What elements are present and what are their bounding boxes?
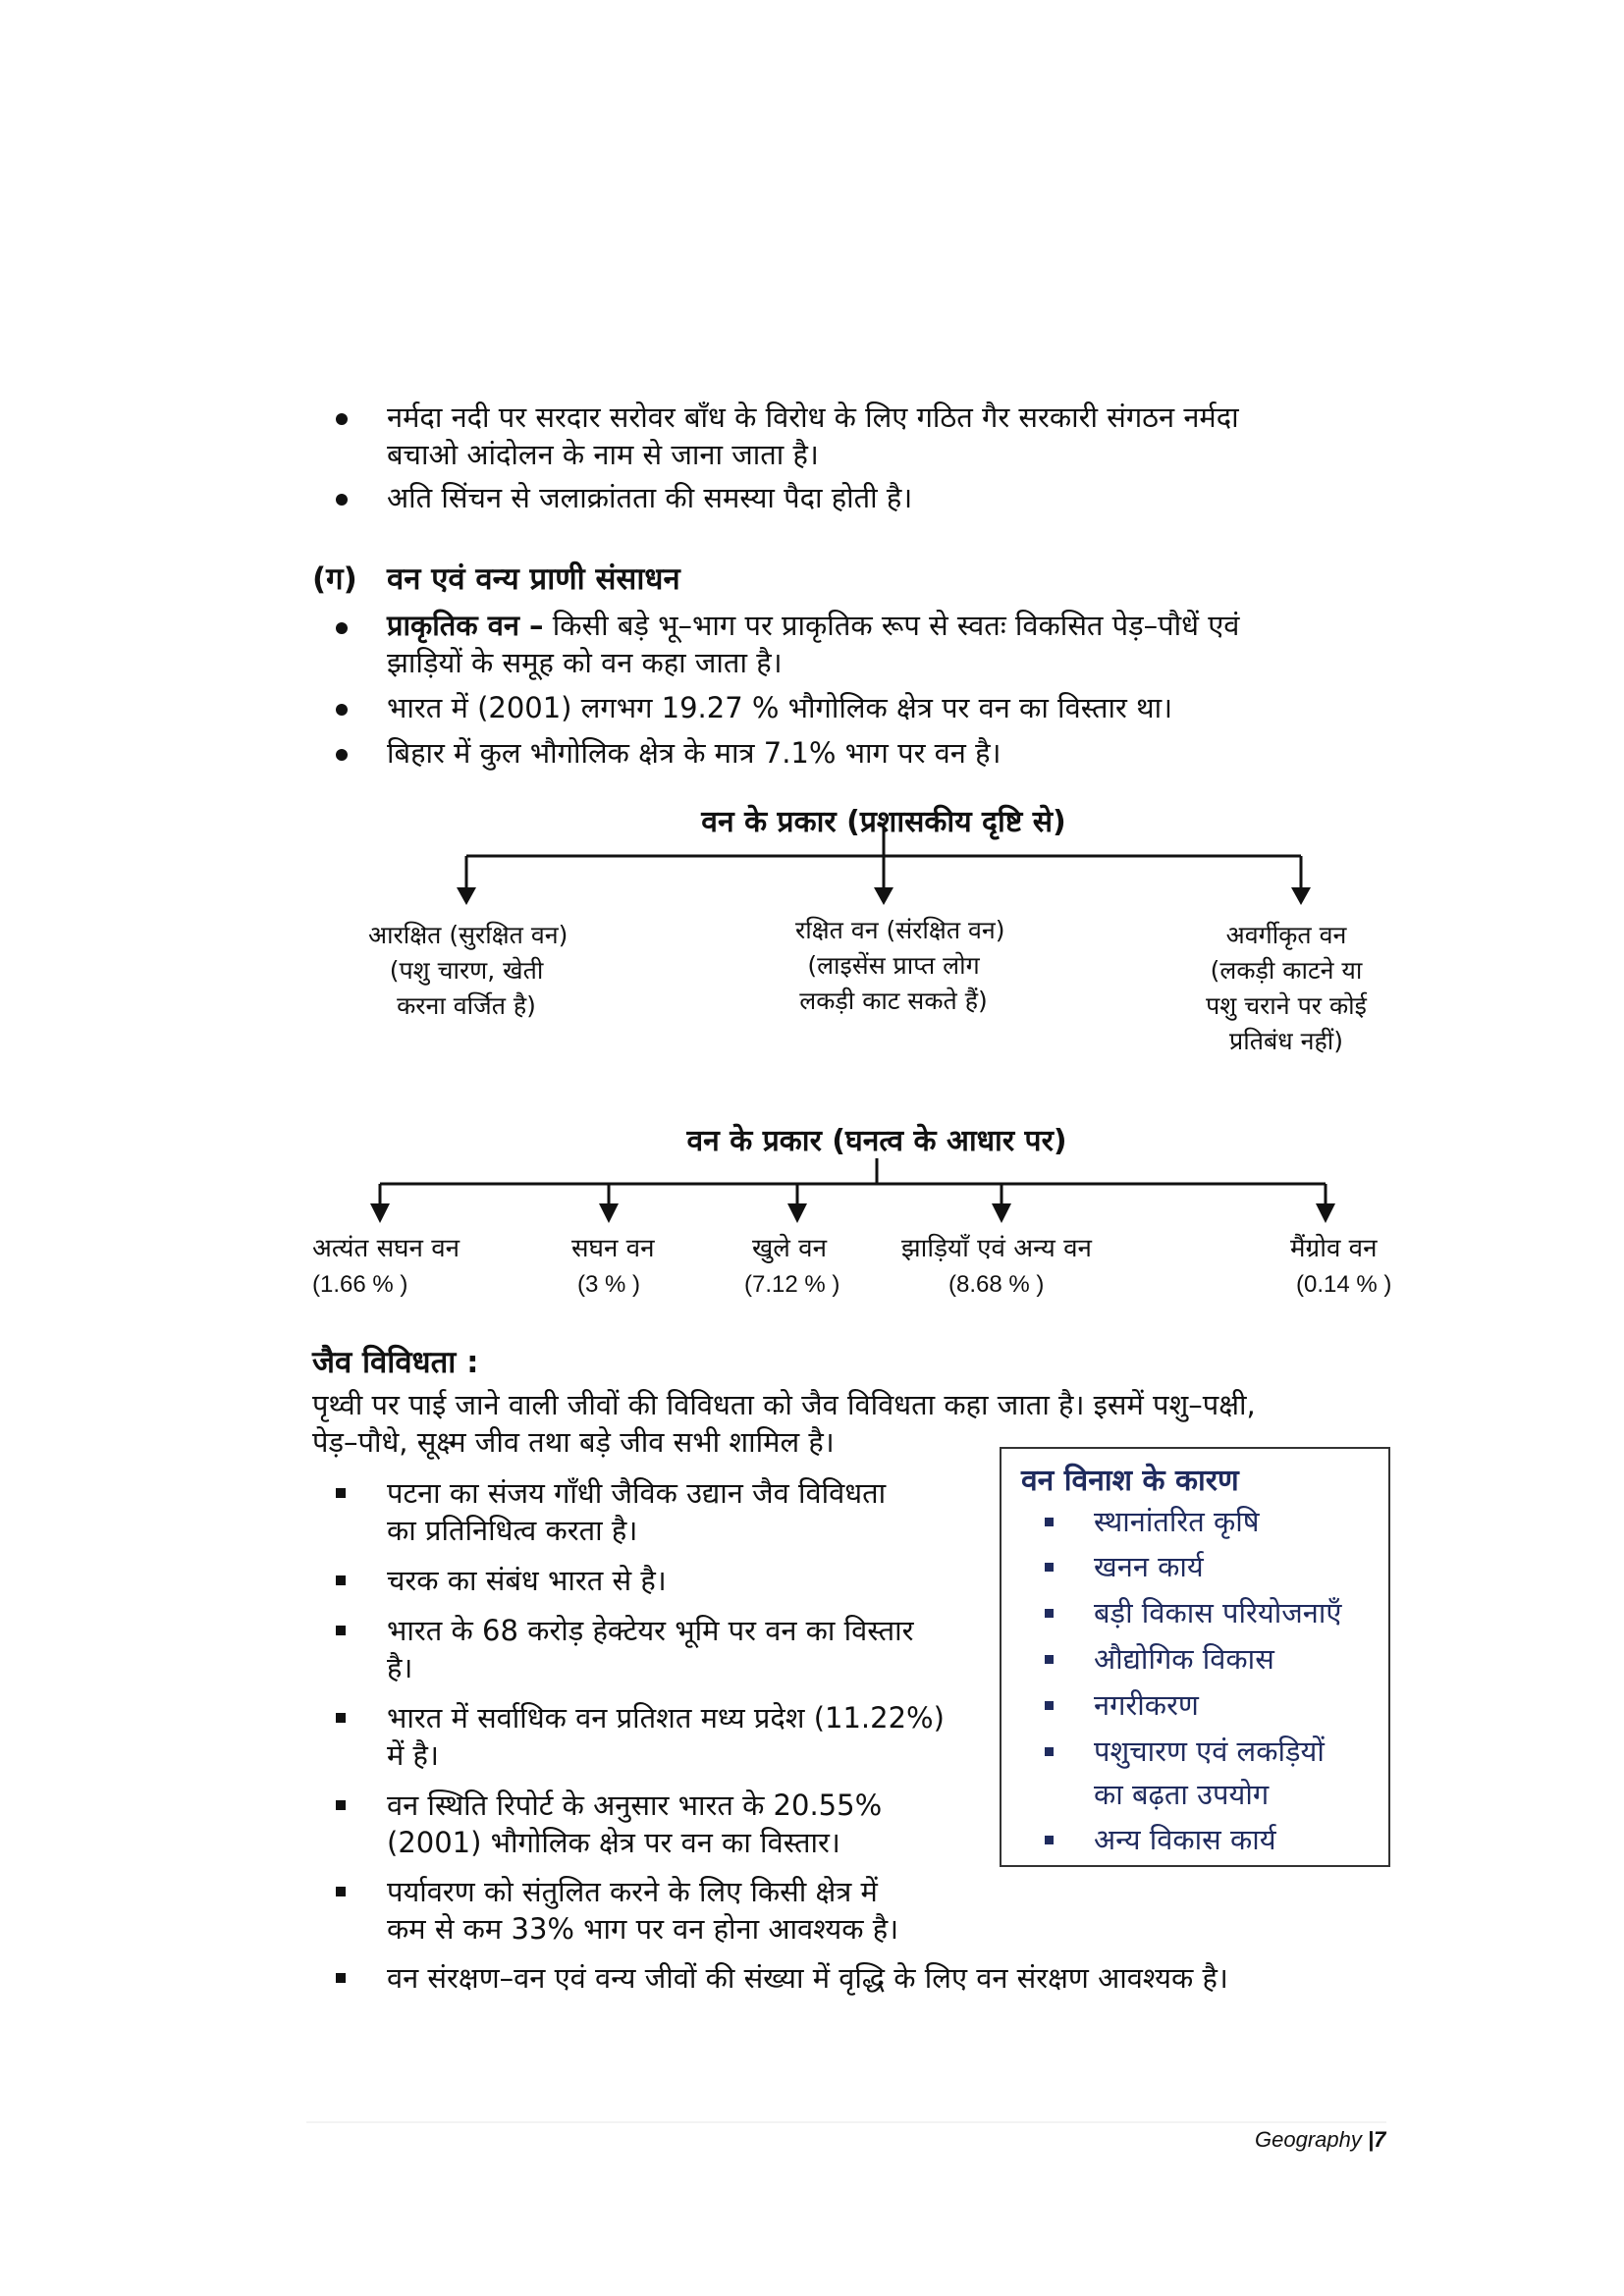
bullet-square-icon: [1045, 1701, 1054, 1710]
admin-type-protected: [795, 913, 1005, 1019]
arrow-down-icon: [992, 1203, 1011, 1223]
density-value-very-dense: (1.66 % ): [312, 1271, 408, 1298]
admin-type-unclassed-note-2: पशु चराने पर कोई: [1206, 991, 1367, 1020]
density-value-mangrove: (0.14 % ): [1296, 1271, 1392, 1298]
admin-type-reserved-note-2: करना वर्जित है): [397, 991, 536, 1020]
density-diagram-connectors: [380, 1158, 1326, 1205]
bio-bullet-5-line-1: वन स्थिति रिपोर्ट के अनुसार भारत के 20.55%: [387, 1789, 883, 1822]
density-value-open: (7.12 % ): [744, 1271, 840, 1298]
bio-bullet-3-line-2: है।: [387, 1651, 413, 1684]
admin-type-unclassed-name: अवर्गीकृत वन: [1225, 921, 1347, 949]
admin-diagram-title: वन के प्रकार (प्रशासकीय दृष्टि से): [701, 805, 1066, 839]
bio-bullet-6-line-2: कम से कम 33% भाग पर वन होना आवश्यक है।: [387, 1912, 899, 1946]
section-marker: (ग): [312, 561, 357, 597]
forest-bullet-2: भारत में (2001) लगभग 19.27 % भौगोलिक क्षेत्र पर वन का विस्तार था।: [387, 691, 1173, 724]
bio-bullet-1-line-2: का प्रतिनिधित्व करता है।: [387, 1514, 638, 1547]
bullet-square-icon: [336, 1575, 346, 1585]
bullet-square-icon: [1045, 1609, 1054, 1618]
arrow-down-icon: [599, 1203, 619, 1223]
destruction-cause-4: औद्योगिक विकास: [1094, 1642, 1274, 1676]
bullet-square-icon: [1045, 1836, 1054, 1844]
intro-bullet-1-line-1: नर्मदा नदी पर सरदार सरोवर बाँध के विरोध के लिए गठित गैर सरकारी संगठन नर्मदा: [387, 400, 1239, 434]
density-type-mangrove: मैंग्रोव वन: [1290, 1234, 1378, 1263]
bullet-square-icon: [1045, 1655, 1054, 1664]
density-type-very-dense: अत्यंत सघन वन: [312, 1234, 460, 1263]
intro-bullet-2: अति सिंचन से जलाक्रांतता की समस्या पैदा होती है।: [387, 481, 913, 514]
bullet-square-icon: [336, 1488, 346, 1498]
destruction-cause-5: नगरीकरण: [1094, 1688, 1199, 1722]
forest-bullet-3: बिहार में कुल भौगोलिक क्षेत्र के मात्र 7.1% भाग पर वन है।: [387, 736, 1001, 770]
density-type-scrub: झाड़ियाँ एवं अन्य वन: [901, 1234, 1092, 1263]
density-arrowheads: [370, 1203, 1335, 1223]
bullet-square-icon: [1045, 1518, 1054, 1526]
admin-type-protected-note-2: लकड़ी काट सकते हैं): [799, 987, 988, 1015]
natural-forest-term: प्राकृतिक वन –: [387, 609, 544, 642]
destruction-cause-1: स्थानांतरित कृषि: [1094, 1505, 1260, 1538]
bio-bullet-6-line-1: पर्यावरण को संतुलित करने के लिए किसी क्षेत्र में: [387, 1875, 878, 1908]
bio-bullet-1-line-1: पटना का संजय गाँधी जैविक उद्यान जैव विविधता: [387, 1476, 887, 1510]
section-title: वन एवं वन्य प्राणी संसाधन: [387, 561, 680, 597]
density-value-dense: (3 % ): [577, 1271, 641, 1298]
arrow-down-icon: [1291, 887, 1311, 905]
destruction-cause-7: अन्य विकास कार्य: [1094, 1823, 1276, 1856]
density-type-open: खुले वन: [752, 1234, 828, 1263]
arrow-down-icon: [787, 1203, 807, 1223]
footer-separator: |: [1361, 2127, 1375, 2152]
arrow-down-icon: [1316, 1203, 1335, 1223]
bio-bullet-5-line-2: (2001) भौगोलिक क्षेत्र पर वन का विस्तार।: [387, 1826, 840, 1859]
footer-divider: [306, 2121, 1386, 2123]
admin-type-unclassed-note-3: प्रतिबंध नहीं): [1229, 1027, 1343, 1055]
arrow-down-icon: [457, 887, 476, 905]
bullet-square-icon: [336, 1626, 346, 1635]
biodiversity-paragraph-line-1: पृथ्वी पर पाई जाने वाली जीवों की विविधता को जैव विविधता कहा जाता है। इसमें पशु–पक्षी,: [312, 1388, 1256, 1421]
page-footer: [1255, 2127, 1385, 2153]
admin-type-unclassed-note-1: (लकड़ी काटने या: [1210, 956, 1363, 985]
bullet-square-icon: [336, 1800, 346, 1810]
bullet-square-icon: [1045, 1747, 1054, 1756]
destruction-cause-6-line-2: का बढ़ता उपयोग: [1094, 1778, 1270, 1811]
admin-arrowheads: [457, 887, 1311, 905]
intro-bullet-1-line-2: बचाओ आंदोलन के नाम से जाना जाता है।: [387, 438, 819, 471]
density-diagram-title: वन के प्रकार (घनत्व के आधार पर): [686, 1124, 1067, 1158]
admin-type-reserved-name: आरक्षित (सुरक्षित वन): [368, 921, 568, 949]
forest-destruction-box: [1000, 1447, 1390, 1867]
admin-type-reserved: [368, 918, 568, 1024]
bullet-square-icon: [1045, 1563, 1054, 1572]
footer-subject: Geography: [1255, 2127, 1362, 2152]
bullet-square-icon: [336, 1973, 346, 1983]
admin-type-reserved-note-1: (पशु चारण, खेती: [389, 956, 544, 985]
natural-forest-definition: किसी बड़े भू–भाग पर प्राकृतिक रूप से स्वतः विकसित पेड़–पौधें एवं: [543, 609, 1240, 642]
bio-bullet-7: वन संरक्षण–वन एवं वन्य जीवों की संख्या में वृद्धि के लिए वन संरक्षण आवश्यक है।: [387, 1961, 1228, 1995]
density-type-dense: सघन वन: [571, 1234, 655, 1263]
forest-bullet-1-line-2: झाड़ियों के समूह को वन कहा जाता है।: [387, 646, 783, 679]
bullet-square-icon: [336, 1887, 346, 1896]
page-number: 7: [1374, 2127, 1386, 2152]
admin-type-protected-note-1: (लाइसेंस प्राप्त लोग: [807, 951, 980, 980]
admin-type-protected-name: रक्षित वन (संरक्षित वन): [795, 916, 1005, 944]
admin-type-unclassed: [1188, 918, 1384, 1059]
density-value-scrub: (8.68 % ): [948, 1271, 1045, 1298]
biodiversity-heading: जैव विविधता :: [312, 1345, 479, 1380]
destruction-cause-6-line-1: पशुचारण एवं लकड़ियों: [1094, 1735, 1325, 1768]
biodiversity-paragraph-line-2: पेड़–पौधे, सूक्ष्म जीव तथा बड़े जीव सभी शामिल है।: [312, 1425, 835, 1459]
destruction-cause-3: बड़ी विकास परियोजनाएँ: [1094, 1596, 1342, 1629]
destruction-cause-2: खनन कार्य: [1094, 1550, 1204, 1583]
destruction-box-title: वन विनाश के कारण: [1021, 1464, 1239, 1498]
bio-bullet-4-line-2: में है।: [387, 1738, 439, 1772]
bio-bullet-3-line-1: भारत के 68 करोड़ हेक्टेयर भूमि पर वन का विस्तार: [387, 1614, 914, 1647]
bullet-square-icon: [336, 1713, 346, 1723]
bio-bullet-2: चरक का संबंध भारत से है।: [387, 1564, 667, 1597]
arrow-down-icon: [874, 887, 893, 905]
arrow-down-icon: [370, 1203, 390, 1223]
bio-bullet-4-line-1: भारत में सर्वाधिक वन प्रतिशत मध्य प्रदेश (11.22%): [387, 1701, 945, 1735]
